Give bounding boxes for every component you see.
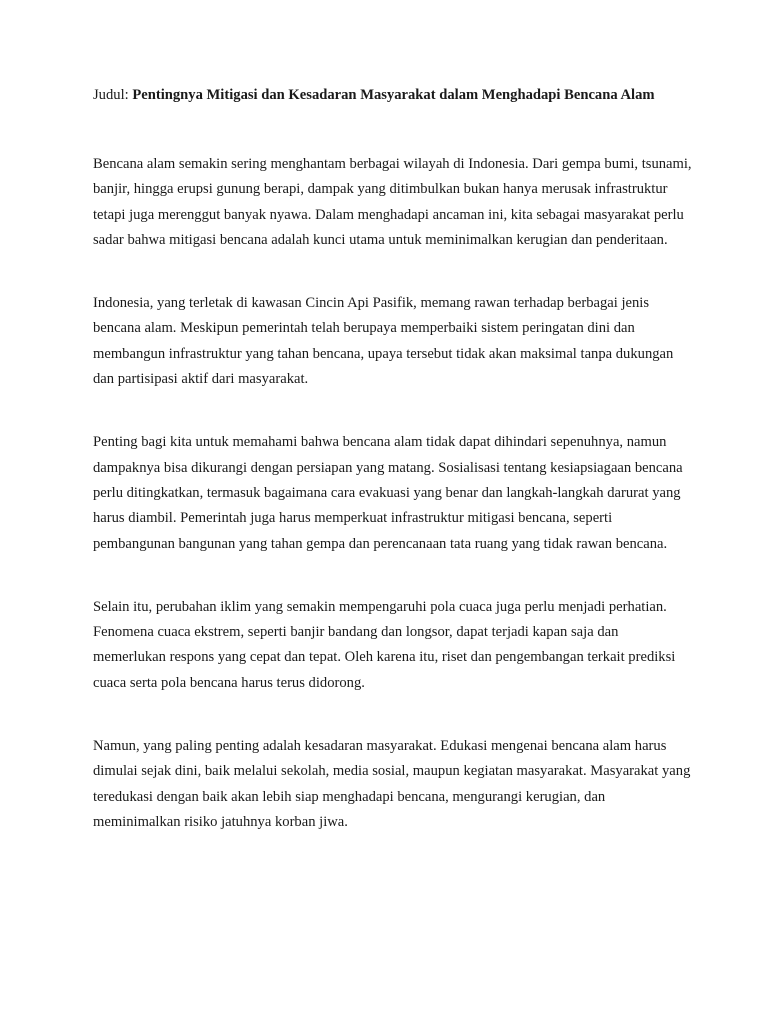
paragraph-2: Indonesia, yang terletak di kawasan Cincin Api Pasifik, memang rawan terhadap berbagai jenis bencana alam. Meskipun pemerintah telah berupaya memperbaiki sistem peringatan dini dan membangun infrastruktur yang tahan bencana, upaya tersebut tidak akan maksimal tanpa dukungan dan partisipasi aktif dari masyarakat. <box>93 295 674 388</box>
paragraph-3: Penting bagi kita untuk memahami bahwa bencana alam tidak dapat dihindari sepenuhnya, namun dampaknya bisa dikurangi dengan persiapan yang matang. Sosialisasi tentang kesiapsiagaan bencana perlu ditingkatkan, termasuk bagaimana cara evakuasi yang benar dan langkah-langkah darurat yang harus diambil. Pemerintah juga harus memperkuat infrastruktur mitigasi bencana, seperti pembangunan bangunan yang tahan gempa dan perencanaan tata ruang yang tidak rawan bencana. <box>93 434 683 552</box>
paragraph-5: Namun, yang paling penting adalah kesadaran masyarakat. Edukasi mengenai bencana alam harus dimulai sejak dini, baik melalui sekolah, media sosial, maupun kegiatan masyarakat. Masyarakat yang teredukasi dengan baik akan lebih siap menghadapi bencana, mengurangi kerugian, dan meminimalkan risiko jatuhnya korban jiwa. <box>93 738 691 830</box>
title-label: Judul: <box>93 87 129 103</box>
paragraph-1: Bencana alam semakin sering menghantam berbagai wilayah di Indonesia. Dari gempa bumi, tsunami, banjir, hingga erupsi gunung berapi, dampak yang ditimbulkan bukan hanya merusak infrastruktur tetapi juga merenggut banyak nyawa. Dalam menghadapi ancaman ini, kita sebagai masyarakat perlu sadar bahwa mitigasi bencana adalah kunci utama untuk meminimalkan kerugian dan penderitaan. <box>93 156 692 248</box>
document-page <box>93 83 693 835</box>
title-text: Pentingnya Mitigasi dan Kesadaran Masyarakat dalam Menghadapi Bencana Alam <box>132 87 655 103</box>
document-title <box>93 83 693 108</box>
paragraph-4: Selain itu, perubahan iklim yang semakin mempengaruhi pola cuaca juga perlu menjadi perhatian. Fenomena cuaca ekstrem, seperti banjir bandang dan longsor, dapat terjadi kapan saja dan memerlukan respons yang cepat dan tepat. Oleh karena itu, riset dan pengembangan terkait prediksi cuaca serta pola bencana harus terus didorong. <box>93 598 676 691</box>
